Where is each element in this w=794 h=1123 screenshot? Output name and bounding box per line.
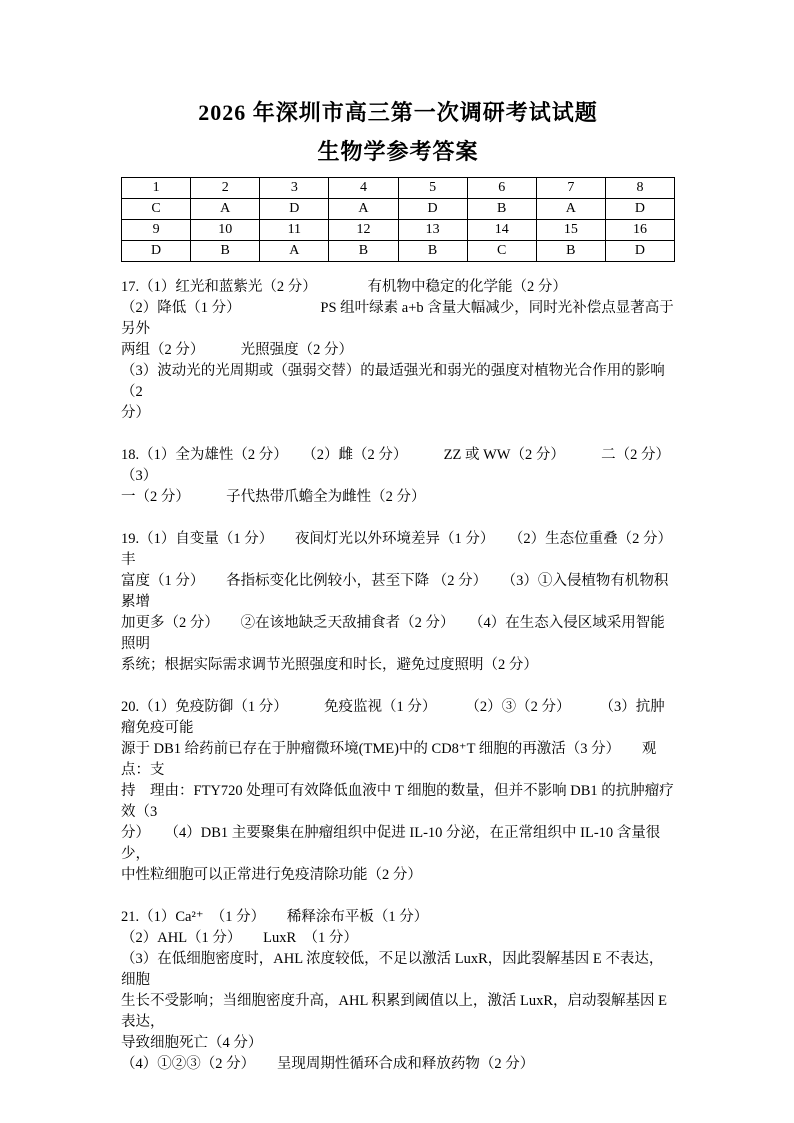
answer-cell: C [122, 199, 191, 220]
answer-cell: 3 [260, 178, 329, 199]
answer-block-q20 [121, 697, 675, 886]
answer-cell: A [191, 199, 260, 220]
answer-cell: 1 [122, 178, 191, 199]
answer-line: 一（2 分） 子代热带爪蟾全为雌性（2 分） [121, 489, 426, 505]
answer-cell: B [398, 241, 467, 262]
answer-cell: 14 [467, 220, 536, 241]
answer-cell: 12 [329, 220, 398, 241]
page-subtitle: 生物学参考答案 [317, 139, 479, 164]
answer-line: 加更多（2 分） ②在该地缺乏天敌捕食者（2 分） （4）在生态入侵区域采用智能照明 [121, 615, 665, 652]
answer-line: 17.（1）红光和蓝紫光（2 分） 有机物中稳定的化学能（2 分） [121, 279, 567, 295]
answer-cell: 8 [605, 178, 674, 199]
answer-block-q18 [121, 445, 692, 508]
answer-cell: A [260, 241, 329, 262]
answer-cell: 4 [329, 178, 398, 199]
answer-block-q17 [121, 277, 675, 424]
answer-line: 导致细胞死亡（4 分） [121, 1035, 263, 1051]
answer-line: 21.（1）Ca²⁺ （1 分） 稀释涂布平板（1 分） [121, 909, 429, 925]
answer-cell: 10 [191, 220, 260, 241]
page-title: 2026 年深圳市高三第一次调研考试试题 [198, 100, 598, 125]
answer-cell: D [605, 241, 674, 262]
answer-cell: 15 [536, 220, 605, 241]
answer-cell: B [329, 241, 398, 262]
answer-line: 19.（1）自变量（1 分） 夜间灯光以外环境差异（1 分） （2）生态位重叠（2 分） 丰 [121, 531, 694, 568]
answer-cell: C [467, 241, 536, 262]
answer-table [121, 177, 675, 262]
answer-cell: B [467, 199, 536, 220]
answer-line: （3）波动光的光周期或（强弱交替）的最适强光和弱光的强度对植物光合作用的影响（2 [121, 363, 665, 400]
answer-cell: D [398, 199, 467, 220]
answer-cell: 5 [398, 178, 467, 199]
answer-line: 两组（2 分） 光照强度（2 分） [121, 342, 353, 358]
table-row [122, 178, 675, 199]
answer-cell: 9 [122, 220, 191, 241]
answer-line: （4）①②③（2 分） 呈现周期性循环合成和释放药物（2 分） [121, 1056, 535, 1072]
answer-block-q21 [121, 907, 675, 1075]
answer-cell: 11 [260, 220, 329, 241]
answer-line: 持 理由：FTY720 处理可有效降低血液中 T 细胞的数量，但并不影响 DB1 的抗肿瘤疗效（3 [121, 783, 674, 820]
answer-cell: A [536, 199, 605, 220]
answer-cell: 6 [467, 178, 536, 199]
answer-line: （2）降低（1 分） PS 组叶绿素 a+b 含量大幅减少，同时光补偿点显著高于另外 [121, 300, 674, 337]
answer-block-q19 [121, 529, 694, 676]
answer-cell: B [191, 241, 260, 262]
table-row [122, 220, 675, 241]
answer-line: 生长不受影响；当细胞密度升高，AHL 积累到阈值以上，激活 LuxR，启动裂解基因 E 表达， [121, 993, 671, 1030]
answer-line: 富度（1 分） 各指标变化比例较小，甚至下降 （2 分） （3）①入侵植物有机物积累增 [121, 573, 669, 610]
answers-section [121, 277, 694, 1075]
answer-line: 中性粒细胞可以正常进行免疫清除功能（2 分） [121, 867, 422, 883]
answer-cell: D [122, 241, 191, 262]
answer-line: 系统；根据实际需求调节光照强度和时长，避免过度照明（2 分） [121, 657, 538, 673]
table-row [122, 241, 675, 262]
table-row [122, 199, 675, 220]
answer-cell: 2 [191, 178, 260, 199]
answer-cell: A [329, 199, 398, 220]
answer-cell: D [605, 199, 674, 220]
answer-cell: B [536, 241, 605, 262]
answer-line: 源于 DB1 给药前已存在于肿瘤微环境(TME)中的 CD8⁺T 细胞的再激活（3 分） 观点：支 [121, 741, 657, 778]
answer-line: （3）在低细胞密度时，AHL 浓度较低，不足以激活 LuxR，因此裂解基因 E 不表达，细胞 [121, 951, 664, 988]
answer-line: （2）AHL（1 分） LuxR （1 分） [121, 930, 358, 946]
answer-line: 20.（1）免疫防御（1 分） 免疫监视（1 分） （2）③（2 分） （3）抗肿瘤免疫可能 [121, 699, 665, 736]
answer-line: 分） [121, 405, 150, 421]
answer-line: 18.（1）全为雄性（2 分） （2）雌（2 分） ZZ 或 WW（2 分） 二（2 分） （3） [121, 447, 692, 484]
answer-cell: 7 [536, 178, 605, 199]
answer-line: 分） （4）DB1 主要聚集在肿瘤组织中促进 IL-10 分泌，在正常组织中 IL-10 含量很少， [121, 825, 661, 862]
answer-cell: 13 [398, 220, 467, 241]
answer-cell: D [260, 199, 329, 220]
answer-cell: 16 [605, 220, 674, 241]
